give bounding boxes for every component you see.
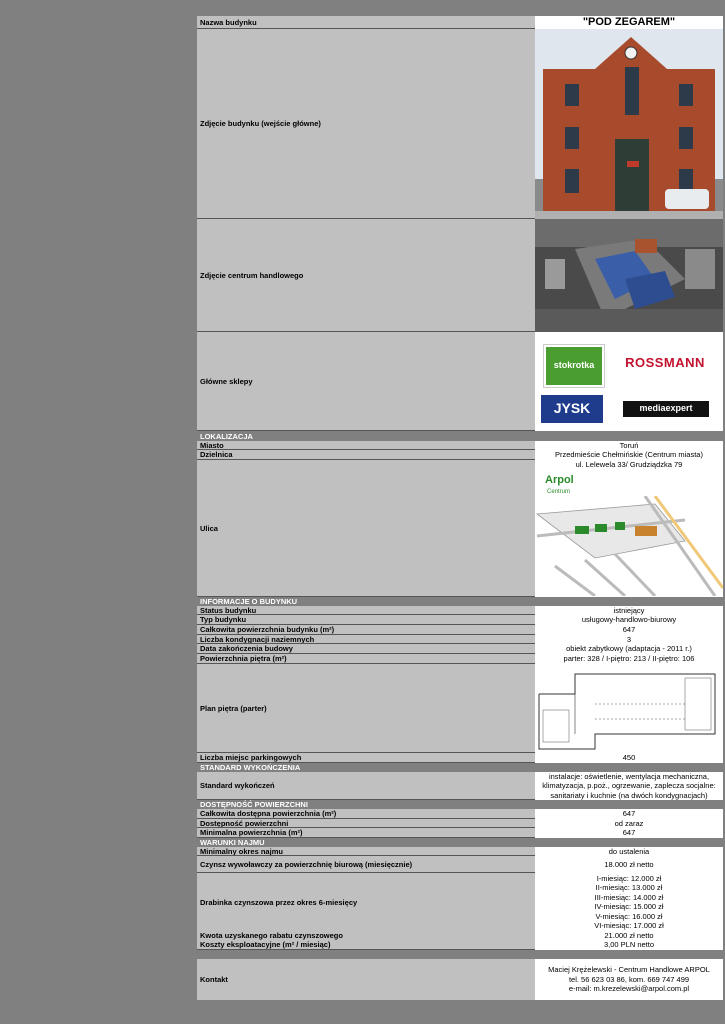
mediaexpert-logo: mediaexpert — [623, 401, 709, 417]
availability-label: Dostępność powierzchni — [197, 819, 535, 828]
rent-value: 18.000 zł netto — [535, 856, 723, 873]
min-area-label: Minimalna powierzchnia (m²) — [197, 828, 535, 838]
aerial-photo-image — [535, 219, 723, 332]
row-floor-plan — [197, 664, 723, 753]
street-cell — [535, 460, 723, 597]
area-value: 647 — [535, 625, 723, 635]
floor-area-value: parter: 328 / I-piętro: 213 / II-piętro: 106 — [535, 654, 723, 664]
building-name-label: Nazwa budynku — [197, 16, 535, 29]
row-costs — [197, 940, 723, 950]
center-photo — [535, 219, 723, 332]
row-discount — [197, 931, 723, 940]
building-photo-label: Zdjęcie budynku (wejście główne) — [197, 29, 535, 219]
arpol-logo: Arpol — [545, 474, 574, 486]
bottom-band — [197, 1000, 723, 1024]
building-name-value: "POD ZEGAREM" — [535, 16, 723, 29]
finish-line: instalacje: oświetlenie, wentylacja mechaniczna, — [548, 772, 710, 781]
spacer-band — [197, 950, 723, 959]
row-type — [197, 615, 723, 625]
parking-value: 450 — [535, 753, 723, 763]
type-value: usługowy-handlowo-biurowy — [535, 615, 723, 625]
row-total-available — [197, 809, 723, 819]
finish-label: Standard wykończeń — [197, 772, 535, 800]
stokrotka-logo: stokrotka — [544, 345, 604, 387]
row-main-stores — [197, 332, 723, 431]
district-label: Dzielnica — [197, 450, 535, 460]
completion-value: obiekt zabytkowy (adaptacja - 2011 r.) — [535, 644, 723, 654]
contact-phone: tel. 56 623 03 86, kom. 669 747 499 — [568, 974, 690, 984]
section-availability: DOSTĘPNOŚĆ POWIERZCHNI — [197, 800, 723, 809]
discount-label: Kwota uzyskanego rabatu czynszowego — [197, 931, 535, 940]
row-contact — [197, 959, 723, 1000]
row-building-photo — [197, 29, 723, 219]
row-floor-area — [197, 654, 723, 664]
discount-value: 21.000 zł netto — [535, 931, 723, 940]
store-logos — [535, 332, 723, 431]
row-status — [197, 606, 723, 615]
street-value: ul. Lelewela 33/ Grudziądzka 79 — [575, 460, 683, 469]
street-label: Ulica — [197, 460, 535, 597]
district-value: Przedmieście Chełmińskie (Centrum miasta) — [535, 450, 723, 460]
section-building-info: INFORMACJE O BUDYNKU — [197, 597, 723, 606]
availability-value: od zaraz — [535, 819, 723, 828]
floor-plan-label: Plan piętra (parter) — [197, 664, 535, 753]
ladder-item: IV-miesiąc: 15.000 zł — [594, 902, 664, 911]
jysk-logo: JYSK — [541, 395, 603, 423]
row-district — [197, 450, 723, 460]
row-min-area — [197, 828, 723, 838]
floor-plan — [535, 664, 723, 753]
row-rent — [197, 856, 723, 873]
finish-line: sanitariaty i kuchnie (na dwóch kondygnacjach) — [550, 790, 708, 800]
costs-value: 3,00 PLN netto — [535, 940, 723, 950]
row-completion — [197, 644, 723, 654]
rent-ladder-label: Drabinka czynszowa przez okres 6-miesięcy — [197, 873, 535, 931]
status-label: Status budynku — [197, 606, 535, 615]
building-photo — [535, 29, 723, 219]
row-area — [197, 625, 723, 635]
ladder-item: VI-miesiąc: 17.000 zł — [594, 921, 664, 930]
rent-ladder-values — [535, 873, 723, 931]
section-lease-terms: WARUNKI NAJMU — [197, 838, 723, 847]
ladder-item: V-miesiąc: 16.000 zł — [595, 911, 663, 921]
building-facade-image — [535, 29, 723, 219]
row-building-name — [197, 16, 723, 29]
row-parking — [197, 753, 723, 763]
city-value: Toruń — [535, 441, 723, 450]
city-label: Miasto — [197, 441, 535, 450]
center-photo-label: Zdjęcie centrum handlowego — [197, 219, 535, 332]
completion-label: Data zakończenia budowy — [197, 644, 535, 654]
contact-value — [535, 959, 723, 1000]
row-min-term — [197, 847, 723, 856]
section-finish: STANDARD WYKOŃCZENIA — [197, 763, 723, 772]
min-term-label: Minimalny okres najmu — [197, 847, 535, 856]
ladder-item: I-miesiąc: 12.000 zł — [596, 873, 662, 883]
rossmann-logo: ROSSMANN — [625, 355, 705, 371]
status-value: istniejący — [535, 606, 723, 615]
row-floors — [197, 635, 723, 644]
contact-email[interactable]: e-mail: m.krezelewski@arpol.com.pl — [568, 984, 690, 994]
row-finish — [197, 772, 723, 800]
row-city — [197, 441, 723, 450]
row-center-photo — [197, 219, 723, 332]
arpol-logo-sub: Centrum — [547, 489, 571, 495]
ladder-item: III-miesiąc: 14.000 zł — [594, 892, 664, 902]
finish-value — [535, 772, 723, 800]
rent-label: Czynsz wywoławczy za powierzchnię biurową (miesięcznie) — [197, 856, 535, 873]
total-available-label: Całkowita dostępna powierzchnia (m²) — [197, 809, 535, 819]
parking-label: Liczba miejsc parkingowych — [197, 753, 535, 763]
finish-line: klimatyzacja, p.poż., ogrzewanie, zaplecza socjalne: — [542, 781, 716, 791]
row-rent-ladder — [197, 873, 723, 931]
min-term-value: do ustalenia — [535, 847, 723, 856]
area-label: Całkowita powierzchnia budynku (m²) — [197, 625, 535, 635]
floor-plan-drawing — [535, 664, 723, 753]
contact-name: Maciej Krężelewski - Centrum Handlowe ARPOL — [548, 965, 710, 975]
floor-area-label: Powierzchnia piętra (m²) — [197, 654, 535, 664]
top-band — [197, 0, 723, 16]
location-map — [535, 496, 723, 596]
section-location: LOKALIZACJA — [197, 432, 723, 441]
contact-label: Kontakt — [197, 959, 535, 1000]
min-area-value: 647 — [535, 828, 723, 838]
row-street — [197, 460, 723, 597]
property-sheet — [197, 0, 723, 1024]
ladder-item: II-miesiąc: 13.000 zł — [595, 883, 663, 892]
floors-label: Liczba kondygnacji naziemnych — [197, 635, 535, 644]
row-availability — [197, 819, 723, 828]
floors-value: 3 — [535, 635, 723, 644]
type-label: Typ budynku — [197, 615, 535, 625]
main-stores-label: Główne sklepy — [197, 332, 535, 431]
total-available-value: 647 — [535, 809, 723, 819]
costs-label: Koszty eksploatacyjne (m² / miesiąc) — [197, 940, 535, 950]
